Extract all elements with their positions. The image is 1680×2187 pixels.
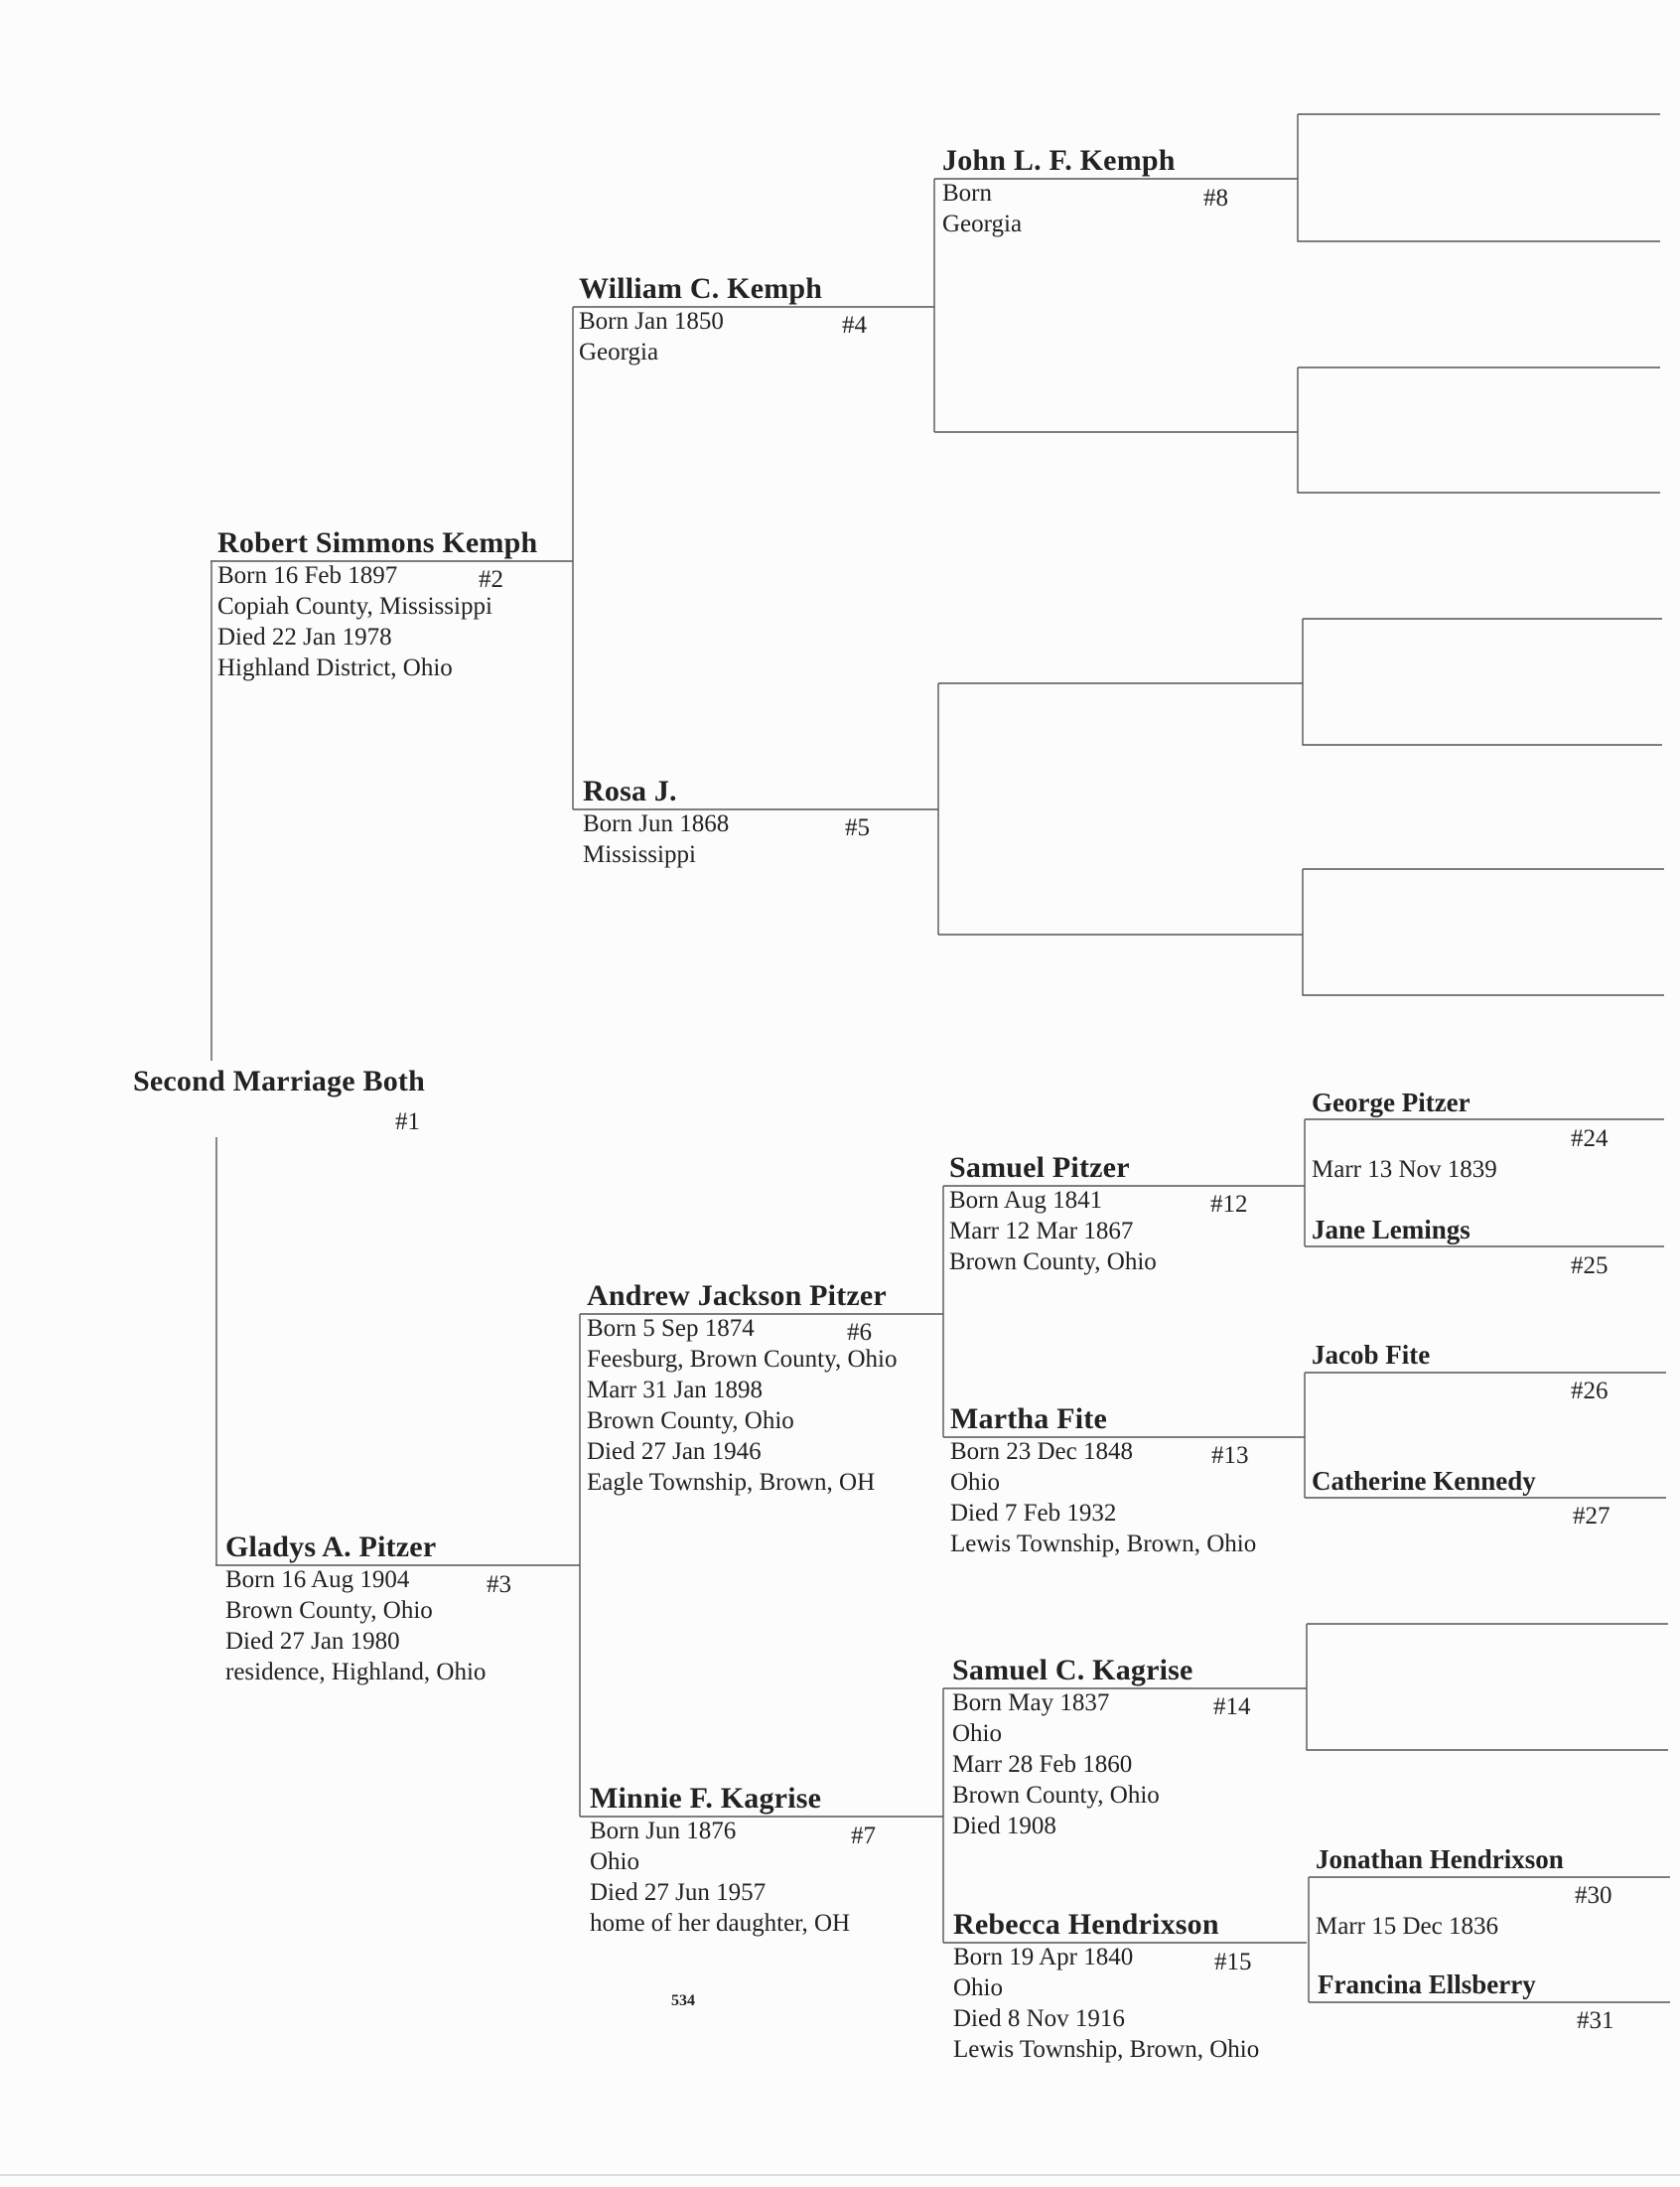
person-number: #5 [845, 814, 870, 841]
person-number: #6 [847, 1319, 872, 1346]
person-12 [949, 1151, 1157, 1277]
person-30-name: Jonathan Hendrixson [1316, 1844, 1564, 1874]
person-13 [950, 1402, 1256, 1559]
person-name: Samuel C. Kagrise [952, 1654, 1193, 1686]
person-number: #14 [1213, 1693, 1251, 1720]
person-details [942, 178, 1176, 239]
detail-line: Ohio [950, 1469, 1000, 1496]
page-number: 534 [671, 1992, 695, 2009]
person-24-number: #24 [1571, 1125, 1609, 1152]
detail-line: Born 16 Aug 1904 [225, 1566, 410, 1593]
person-31-name: Francina Ellsberry [1318, 1969, 1536, 1999]
person-27-number: #27 [1573, 1503, 1610, 1530]
person-26-number: #26 [1571, 1378, 1609, 1404]
person-name: William C. Kemph [579, 272, 823, 305]
person-2 [217, 526, 537, 683]
person-14 [952, 1654, 1193, 1841]
person-details [579, 306, 822, 367]
person-name: Rebecca Hendrixson [953, 1908, 1219, 1941]
person-30-number: #30 [1575, 1882, 1612, 1909]
detail-line: Born [942, 180, 992, 207]
person-number: #3 [487, 1571, 511, 1598]
person-details [225, 1564, 486, 1687]
detail-line: Born Jun 1876 [590, 1818, 737, 1844]
person-31-number: #31 [1577, 2007, 1614, 2034]
person-details [949, 1185, 1157, 1277]
detail-line: Born 5 Sep 1874 [587, 1315, 755, 1342]
detail-line: Eagle Township, Brown, OH [587, 1469, 876, 1496]
person-name: Minnie F. Kagrise [590, 1782, 822, 1815]
person-number: #4 [842, 312, 867, 339]
detail-line: Died 22 Jan 1978 [217, 624, 392, 651]
person-number: #7 [851, 1822, 876, 1849]
detail-line: Marr 31 Jan 1898 [587, 1377, 764, 1403]
person-details [952, 1687, 1193, 1841]
person-name: John L. F. Kemph [942, 144, 1176, 177]
detail-line: Born 19 Apr 1840 [953, 1944, 1134, 1970]
person-25-name: Jane Lemings [1312, 1215, 1470, 1244]
detail-line: Brown County, Ohio [952, 1782, 1160, 1809]
person-27-name: Catherine Kennedy [1312, 1466, 1536, 1496]
person-number: #12 [1210, 1191, 1248, 1218]
detail-line: Georgia [942, 211, 1023, 237]
person-8 [942, 144, 1176, 239]
detail-line: Died 1908 [952, 1813, 1056, 1839]
detail-line: Born Jan 1850 [579, 308, 724, 335]
detail-line: Georgia [579, 339, 659, 365]
person-name: Martha Fite [950, 1402, 1107, 1435]
person-1 [133, 1065, 425, 1098]
person-4 [579, 272, 822, 367]
detail-line: Died 27 Jan 1980 [225, 1628, 400, 1655]
detail-line: Brown County, Ohio [225, 1597, 433, 1624]
person-number: #13 [1211, 1442, 1249, 1469]
person-number: #8 [1203, 185, 1228, 212]
person-number: #2 [479, 566, 503, 593]
person-7 [590, 1782, 850, 1939]
person-number: #15 [1214, 1949, 1252, 1975]
detail-line: Feesburg, Brown County, Ohio [587, 1346, 898, 1373]
person-6 [587, 1279, 898, 1498]
person-name: Rosa J. [583, 775, 677, 807]
person-details [950, 1436, 1256, 1559]
person-name: Gladys A. Pitzer [225, 1531, 437, 1563]
detail-line: Lewis Township, Brown, Ohio [950, 1531, 1257, 1557]
detail-line: Ohio [590, 1848, 639, 1875]
detail-line: Ohio [953, 1974, 1003, 2001]
detail-line: Born 23 Dec 1848 [950, 1438, 1133, 1465]
person-3 [225, 1531, 486, 1687]
detail-line: Marr 12 Mar 1867 [949, 1218, 1134, 1244]
detail-line: Brown County, Ohio [587, 1407, 794, 1434]
detail-line: Lewis Township, Brown, Ohio [953, 2036, 1260, 2063]
detail-line: Brown County, Ohio [949, 1248, 1157, 1275]
person-24-name: George Pitzer [1312, 1088, 1470, 1117]
detail-line: Mississippi [583, 841, 696, 868]
detail-line: Highland District, Ohio [217, 655, 453, 681]
marriage-30-31: Marr 15 Dec 1836 [1316, 1913, 1498, 1940]
detail-line: residence, Highland, Ohio [225, 1659, 487, 1685]
person-details [953, 1942, 1259, 2065]
person-name: Second Marriage Both [133, 1065, 425, 1097]
detail-line: Died 8 Nov 1916 [953, 2005, 1125, 2032]
person-number: #1 [395, 1108, 420, 1135]
detail-line: Died 7 Feb 1932 [950, 1500, 1117, 1527]
detail-line: Copiah County, Mississippi [217, 593, 492, 620]
person-name: Andrew Jackson Pitzer [587, 1279, 887, 1312]
person-name: Robert Simmons Kemph [217, 526, 538, 559]
detail-line: Marr 28 Feb 1860 [952, 1751, 1133, 1778]
person-26-name: Jacob Fite [1312, 1340, 1431, 1370]
detail-line: Died 27 Jun 1957 [590, 1879, 767, 1906]
person-details [590, 1816, 850, 1939]
detail-line: Born Aug 1841 [949, 1187, 1103, 1214]
detail-line: Ohio [952, 1720, 1002, 1747]
person-25-number: #25 [1571, 1252, 1609, 1279]
detail-line: Died 27 Jan 1946 [587, 1438, 762, 1465]
detail-line: Born Jun 1868 [583, 810, 730, 837]
detail-line: Born May 1837 [952, 1689, 1110, 1716]
person-15 [953, 1908, 1259, 2065]
marriage-24-25: Marr 13 Nov 1839 [1312, 1156, 1497, 1183]
person-5 [583, 775, 729, 870]
detail-line: Born 16 Feb 1897 [217, 562, 398, 589]
person-details [583, 808, 729, 870]
person-name: Samuel Pitzer [949, 1151, 1130, 1184]
detail-line: home of her daughter, OH [590, 1910, 851, 1937]
